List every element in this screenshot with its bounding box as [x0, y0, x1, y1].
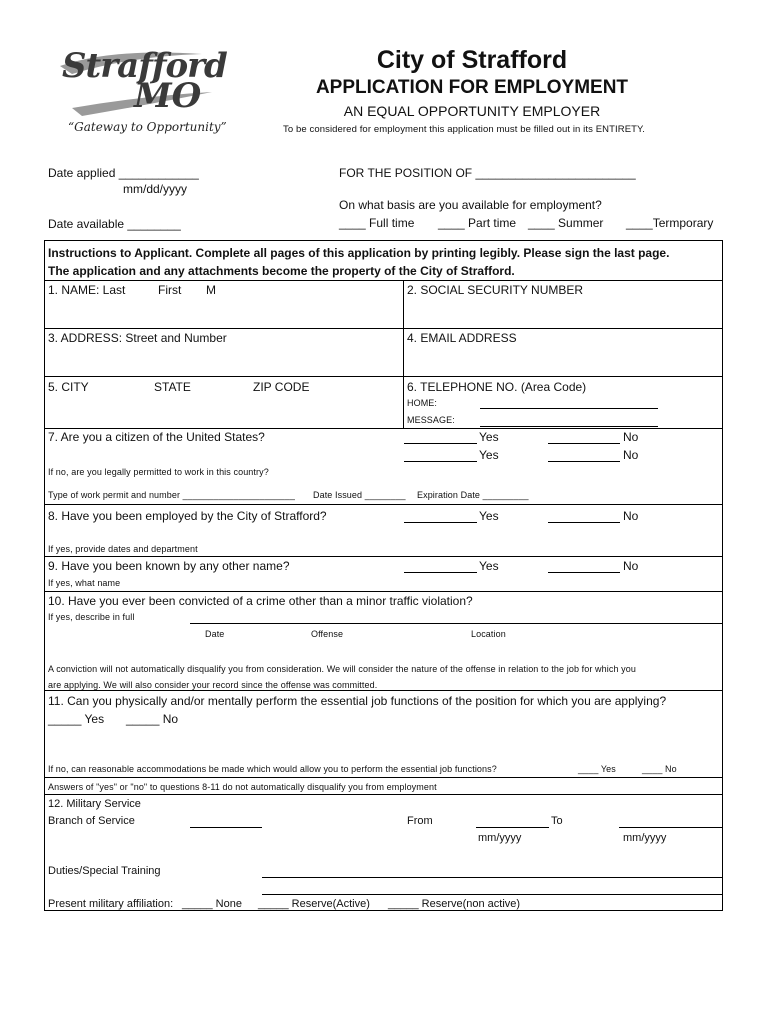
q7-no-blank[interactable] [548, 443, 620, 444]
divider [44, 690, 723, 691]
duties-label: Duties/Special Training [48, 865, 161, 877]
zip-field[interactable]: ZIP CODE [253, 380, 310, 394]
q11-accommodation-text: If no, can reasonable accommodations be made which would allow you to perform the essential job functions? [48, 764, 497, 774]
message-phone-field[interactable] [480, 426, 658, 427]
name-middle-label: M [206, 283, 216, 297]
q10-followup: If yes, describe in full [48, 612, 135, 622]
q7b-no-blank[interactable] [548, 461, 620, 462]
q7-no-label: No [623, 430, 639, 444]
q9-followup: If yes, what name [48, 578, 121, 588]
q9-no-blank[interactable] [548, 572, 620, 573]
from-label: From [407, 815, 433, 827]
branch-label: Branch of Service [48, 815, 135, 827]
branch-field[interactable] [190, 827, 262, 828]
divider [44, 777, 723, 778]
summer-option[interactable]: ____ Summer [528, 216, 604, 230]
q11-question: 11. Can you physically and/or mentally perform the essential job functions of the position for which you are applying? [48, 694, 667, 708]
q11-acc-yes-option[interactable]: ____ Yes [578, 764, 616, 774]
date-format-hint: mm/dd/yyyy [123, 182, 188, 196]
q7b-yes-blank[interactable] [404, 461, 477, 462]
message-phone-label: MESSAGE: [407, 415, 455, 425]
logo-wordmark: Strafford [62, 46, 227, 86]
divider [44, 328, 723, 329]
affiliation-label: Present military affiliation: [48, 898, 174, 910]
to-field[interactable] [619, 827, 723, 828]
q7b-no-label: No [623, 448, 639, 462]
affiliation-reserve-nonactive-option[interactable]: _____ Reserve(non active) [388, 898, 521, 910]
from-format-hint: mm/yyyy [478, 832, 522, 844]
instructions-line1: Instructions to Applicant. Complete all pages of this application by printing legibly. Please sign the last page. [48, 246, 670, 260]
affiliation-none-option[interactable]: _____ None [182, 898, 242, 910]
q9-yes-blank[interactable] [404, 572, 477, 573]
phone-label: 6. TELEPHONE NO. (Area Code) [407, 380, 587, 394]
name-first-label: First [158, 283, 182, 297]
q8-question: 8. Have you been employed by the City of Strafford? [48, 509, 327, 523]
from-field[interactable] [476, 827, 549, 828]
name-last-field[interactable]: 1. NAME: Last [48, 283, 126, 297]
answers-note: Answers of "yes" or "no" to questions 8-11 do not automatically disqualify you from employment [48, 782, 437, 792]
logo-tagline: “Gateway to Opportunity” [68, 120, 227, 134]
q11-acc-no-option[interactable]: ____ No [642, 764, 677, 774]
date-issued-field[interactable]: Date Issued ________ [313, 490, 406, 500]
q9-no-label: No [623, 559, 639, 573]
position-field[interactable]: FOR THE POSITION OF ________________________ [339, 166, 636, 180]
duties-field-2[interactable] [262, 894, 723, 895]
divider [44, 376, 723, 377]
date-available-field[interactable]: Date available ________ [48, 217, 181, 231]
divider [44, 794, 723, 795]
q10-date-label: Date [205, 629, 225, 639]
ssn-field[interactable]: 2. SOCIAL SECURITY NUMBER [407, 283, 584, 297]
divider [44, 556, 723, 557]
q7b-yes-label: Yes [479, 448, 499, 462]
instructions-line2: The application and any attachments become the property of the City of Strafford. [48, 264, 515, 278]
q10-note-line1: A conviction will not automatically disqualify you from consideration. We will consider the nature of the offense in relation to the job for which you [48, 664, 636, 674]
basis-question: On what basis are you available for employment? [339, 198, 602, 212]
q10-note-line2: are applying. We will also consider your record since the offense was committed. [48, 680, 378, 690]
state-field[interactable]: STATE [154, 380, 191, 394]
q8-no-blank[interactable] [548, 522, 620, 523]
divider [44, 504, 723, 505]
q10-question: 10. Have you ever been convicted of a crime other than a minor traffic violation? [48, 594, 473, 608]
q9-question: 9. Have you been known by any other name? [48, 559, 290, 573]
temporary-option[interactable]: ____Termporary [626, 216, 714, 230]
q8-yes-label: Yes [479, 509, 499, 523]
affiliation-reserve-active-option[interactable]: _____ Reserve(Active) [258, 898, 370, 910]
date-applied-field[interactable]: Date applied ____________ [48, 166, 199, 180]
email-field[interactable]: 4. EMAIL ADDRESS [407, 331, 517, 345]
q8-yes-blank[interactable] [404, 522, 477, 523]
home-phone-label: HOME: [407, 398, 438, 408]
q12-title: 12. Military Service [48, 798, 141, 810]
q7-yes-label: Yes [479, 430, 499, 444]
q8-followup: If yes, provide dates and department [48, 544, 198, 554]
divider [44, 428, 723, 429]
q9-yes-label: Yes [479, 559, 499, 573]
column-divider [403, 280, 404, 428]
q7-yes-blank[interactable] [404, 443, 477, 444]
q10-description-line[interactable] [190, 623, 723, 624]
header-note: To be considered for employment this application must be filled out in its ENTIRETY. [283, 124, 646, 135]
q7-question: 7. Are you a citizen of the United States? [48, 430, 265, 444]
logo-state: MO [134, 76, 202, 116]
q7-permitted-text: If no, are you legally permitted to work in this country? [48, 467, 269, 477]
q8-no-label: No [623, 509, 639, 523]
duties-field[interactable] [262, 877, 723, 878]
part-time-option[interactable]: ____ Part time [438, 216, 517, 230]
to-label: To [551, 815, 563, 827]
to-format-hint: mm/yyyy [623, 832, 667, 844]
address-field[interactable]: 3. ADDRESS: Street and Number [48, 331, 227, 345]
home-phone-field[interactable] [480, 408, 658, 409]
expiration-date-field[interactable]: Expiration Date _________ [417, 490, 529, 500]
divider [44, 280, 723, 281]
q11-no-option[interactable]: _____ No [126, 712, 179, 726]
city-title: City of Strafford [376, 46, 568, 74]
divider [44, 591, 723, 592]
q10-location-label: Location [471, 629, 506, 639]
q11-yes-option[interactable]: _____ Yes [48, 712, 105, 726]
permit-type-field[interactable]: Type of work permit and number ______________________ [48, 490, 295, 500]
full-time-option[interactable]: ____ Full time [339, 216, 415, 230]
city-field[interactable]: 5. CITY [48, 380, 89, 394]
page-title: APPLICATION FOR EMPLOYMENT [315, 77, 629, 98]
subtitle: AN EQUAL OPPORTUNITY EMPLOYER [343, 103, 601, 119]
q10-offense-label: Offense [311, 629, 344, 639]
